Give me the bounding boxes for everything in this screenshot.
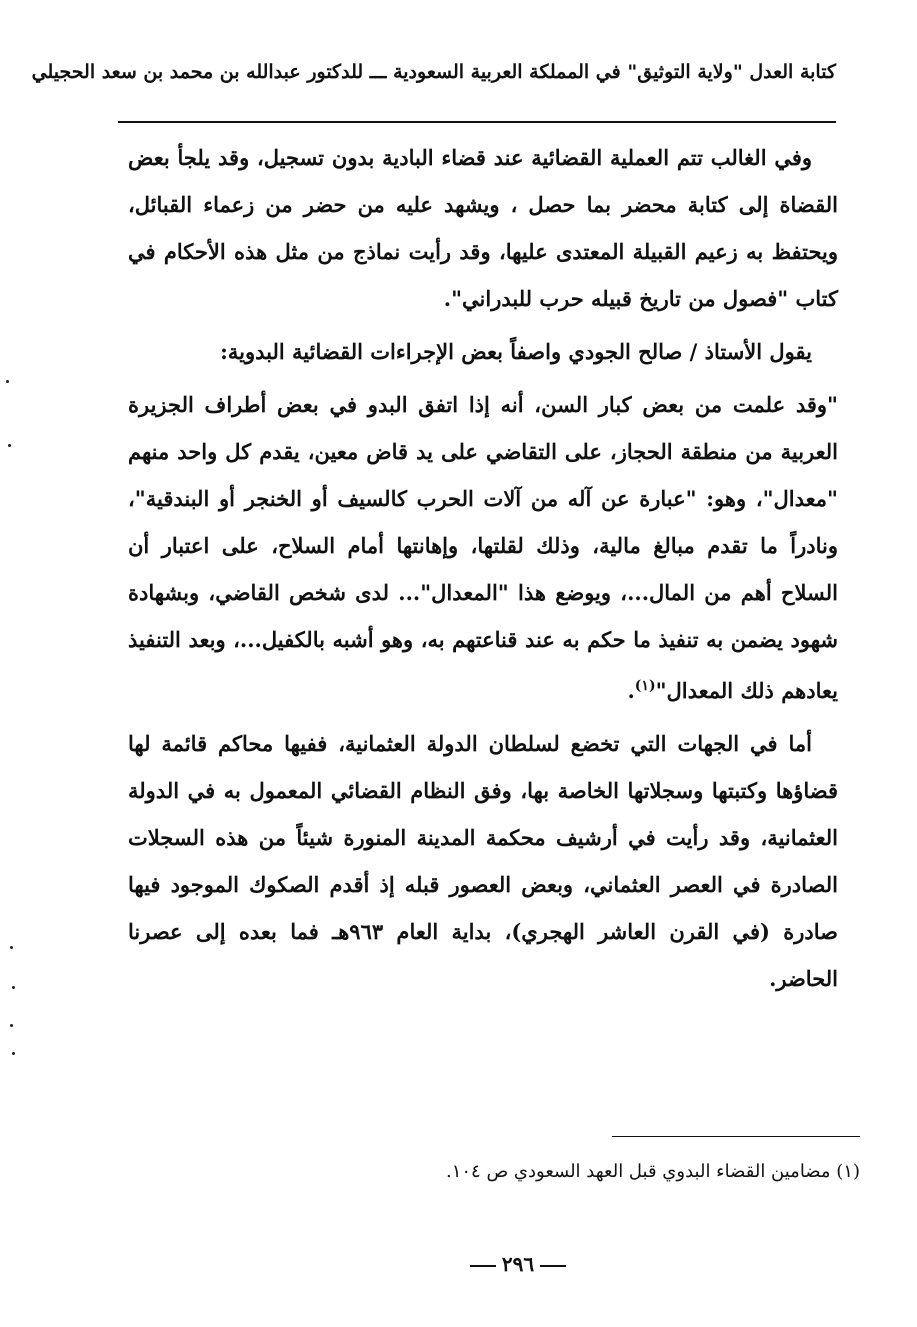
quote-paragraph: "وقد علمت من بعض كبار السن، أنه إذا اتفق البدو في بعض أطراف الجزيرة العربية من منطقة الحجاز، على التقاضي على يد قاض معين، يقدم كل واحد منهم "معدال"، وهو: "عبارة عن آله من آلات الحرب كالسيف أو الخنجر أو البندقية"، ونادراً ما تقدم مبالغ مالية، وذلك لقلتها، وإهانتها أمام السلاح، على اعتبار أن السلاح أهم من المال...، ويوضع هذا "المعدال"... لدى شخص القاضي، وبشهادة شهود يضمن به تنفيذ ما حكم به عند قناعتهم به، وهو أشبه بالكفيل...، وبعد التنفيذ يعادهم ذلك المعدال"$^{(١)}$. — [128, 392, 838, 703]
running-header: كتابة العدل "ولاية التوثيق" في المملكة العربية السعودية ـــ للدكتور عبدالله بن محمد بن سعد الحجيلي — [31, 61, 836, 83]
scan-speck — [10, 946, 13, 949]
scan-speck — [12, 1052, 15, 1055]
paragraph-4: أما في الجهات التي تخضع لسلطان الدولة العثمانية، ففيها محاكم قائمة لها قضاؤها وكتبتها وسجلاتها الخاصة بها، وفق النظام القضائي المعمول به في الدولة العثمانية، وقد رأيت في أرشيف محكمة المدينة المنورة شيئاً من هذه السجلات الصادرة في العصر العثماني، وبعض العصور قبله إذ أقدم الصكوك الموجود فيها صادرة (في القرن العاشر الهجري)، بداية العام ٩٦٣هـ فما بعده إلى عصرنا الحاضر. — [128, 731, 838, 991]
footnote-marker: (١) — [634, 678, 656, 694]
scan-speck — [12, 986, 15, 989]
quote-text: "وقد علمت من بعض كبار السن، أنه إذا اتفق البدو في بعض أطراف الجزيرة العربية من منطقة الحجاز، على التقاضي على يد قاض معين، يقدم كل واحد منهم "معدال"، وهو: "عبارة عن آله من آلات الحرب كالسيف أو الخنجر أو البندقية"، ونادراً ما تقدم مبالغ مالية، وذلك لقلتها، وإهانتها أمام السلاح، على اعتبار أن السلاح أهم من المال...، ويوضع هذا "المعدال"... لدى شخص القاضي، وبشهادة شهود يضمن به تنفيذ ما حكم به عند قناعتهم به، وهو أشبه بالكفيل...، وبعد التنفيذ يعادهم ذلك المعدال" — [128, 392, 838, 703]
dash-right — [470, 1265, 496, 1267]
scan-speck — [6, 380, 9, 383]
paragraph-2: يقول الأستاذ / صالح الجودي واصفاً بعض الإجراءات القضائية البدوية: — [220, 339, 812, 364]
footnote-rule — [612, 1136, 860, 1137]
main-text — [128, 134, 838, 1008]
page-number-value: ٢٩٦ — [501, 1252, 535, 1276]
page-number — [448, 1250, 588, 1278]
scan-speck — [8, 444, 11, 447]
header-rule — [118, 121, 836, 123]
scan-speck — [10, 1024, 13, 1027]
footnote: (١) مضامين القضاء البدوي قبل العهد السعودي ص ١٠٤. — [445, 1161, 860, 1182]
dash-left — [540, 1265, 566, 1267]
paragraph-1: وفي الغالب تتم العملية القضائية عند قضاء البادية بدون تسجيل، وقد يلجأ بعض القضاة إلى كتابة محضر بما حصل ، ويشهد عليه من حضر من زعماء القبائل، ويحتفظ به زعيم القبيلة المعتدى عليها، وقد رأيت نماذج من مثل هذه الأحكام في كتاب "فصول من تاريخ قبيله حرب للبدراني". — [128, 145, 838, 311]
